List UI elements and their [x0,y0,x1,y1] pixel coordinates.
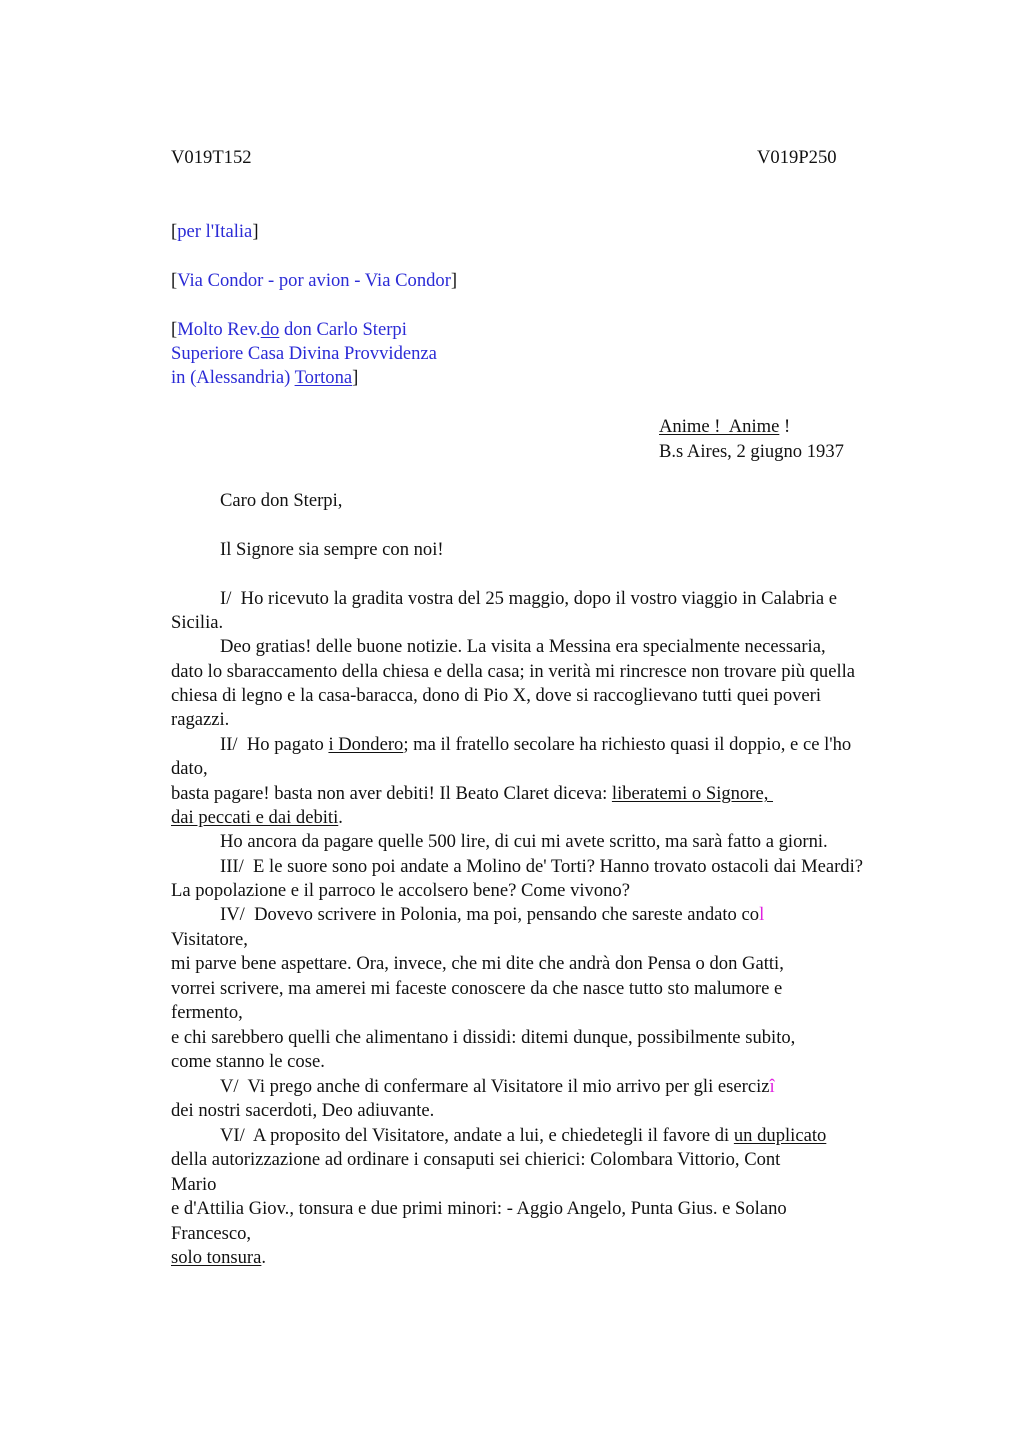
envelope-address-line-3: in (Alessandria) Tortona] [171,367,359,388]
body-line: dai peccati e dai debiti. [171,807,343,828]
place-date: B.s Aires, 2 giugno 1937 [659,441,844,462]
body-line: Deo gratias! delle buone notizie. La visita a Messina era specialmente necessaria, [220,636,826,657]
body-line: V/ Vi prego anche di confermare al Visitatore il mio arrivo per gli esercizî [220,1076,775,1097]
envelope-mail-route: [Via Condor - por avion - Via Condor] [171,270,458,291]
body-line: fermento, [171,1002,243,1023]
body-line: dato lo sbaraccamento della chiesa e della casa; in verità mi rincresce non trovare più quella [171,661,856,682]
body-line: III/ E le suore sono poi andate a Molino de' Torti? Hanno trovato ostacoli dai Meardi? [220,856,864,877]
greeting: Caro don Sterpi, [220,490,343,511]
body-line: della autorizzazione ad ordinare i consaputi sei chierici: Colombara Vittorio, Cont [171,1149,781,1170]
blessing: Il Signore sia sempre con noi! [220,539,444,560]
body-line: VI/ A proposito del Visitatore, andate a lui, e chiedetegli il favore di un duplicato [220,1125,827,1146]
body-line: dei nostri sacerdoti, Deo adiuvante. [171,1100,435,1121]
envelope-address-line-2: Superiore Casa Divina Provvidenza [171,343,437,364]
body-line: Francesco, [171,1223,252,1244]
body-line: come stanno le cose. [171,1051,325,1072]
body-line: IV/ Dovevo scrivere in Polonia, ma poi, pensando che sareste andato col [220,904,765,925]
envelope-address-line-1: [Molto Rev.do don Carlo Sterpi [171,319,407,340]
body-line: Visitatore, [171,929,248,950]
body-line: solo tonsura. [171,1247,267,1268]
envelope-destination: [per l'Italia] [171,221,259,242]
body-line: Sicilia. [171,612,224,633]
body-line: dato, [171,758,208,779]
body-line: ragazzi. [171,709,230,730]
body-line: e chi sarebbero quelli che alimentano i dissidi: ditemi dunque, possibilmente subito, [171,1027,796,1048]
body-line: vorrei scrivere, ma amerei mi faceste conoscere da che nasce tutto sto malumore e [171,978,783,999]
body-line: chiesa di legno e la casa-baracca, dono di Pio X, dove si raccoglievano tutti quei poveri [171,685,822,706]
motto: Anime ! Anime ! [659,416,791,437]
body-line: I/ Ho ricevuto la gradita vostra del 25 maggio, dopo il vostro viaggio in Calabria e [220,588,838,609]
body-line: e d'Attilia Giov., tonsura e due primi minori: - Aggio Angelo, Punta Gius. e Solano [171,1198,787,1219]
header-right-code: V019P250 [757,147,837,168]
body-line: mi parve bene aspettare. Ora, invece, che mi dite che andrà don Pensa o don Gatti, [171,953,784,974]
body-line: La popolazione e il parroco le accolsero bene? Come vivono? [171,880,630,901]
body-line: II/ Ho pagato i Dondero; ma il fratello secolare ha richiesto quasi il doppio, e ce l'ho [220,734,852,755]
body-line: Ho ancora da pagare quelle 500 lire, di cui mi avete scritto, ma sarà fatto a giorni. [220,831,828,852]
body-line: Mario [171,1174,217,1195]
header-left-code: V019T152 [171,147,252,168]
body-line: basta pagare! basta non aver debiti! Il Beato Claret diceva: liberatemi o Signore, [171,783,774,804]
